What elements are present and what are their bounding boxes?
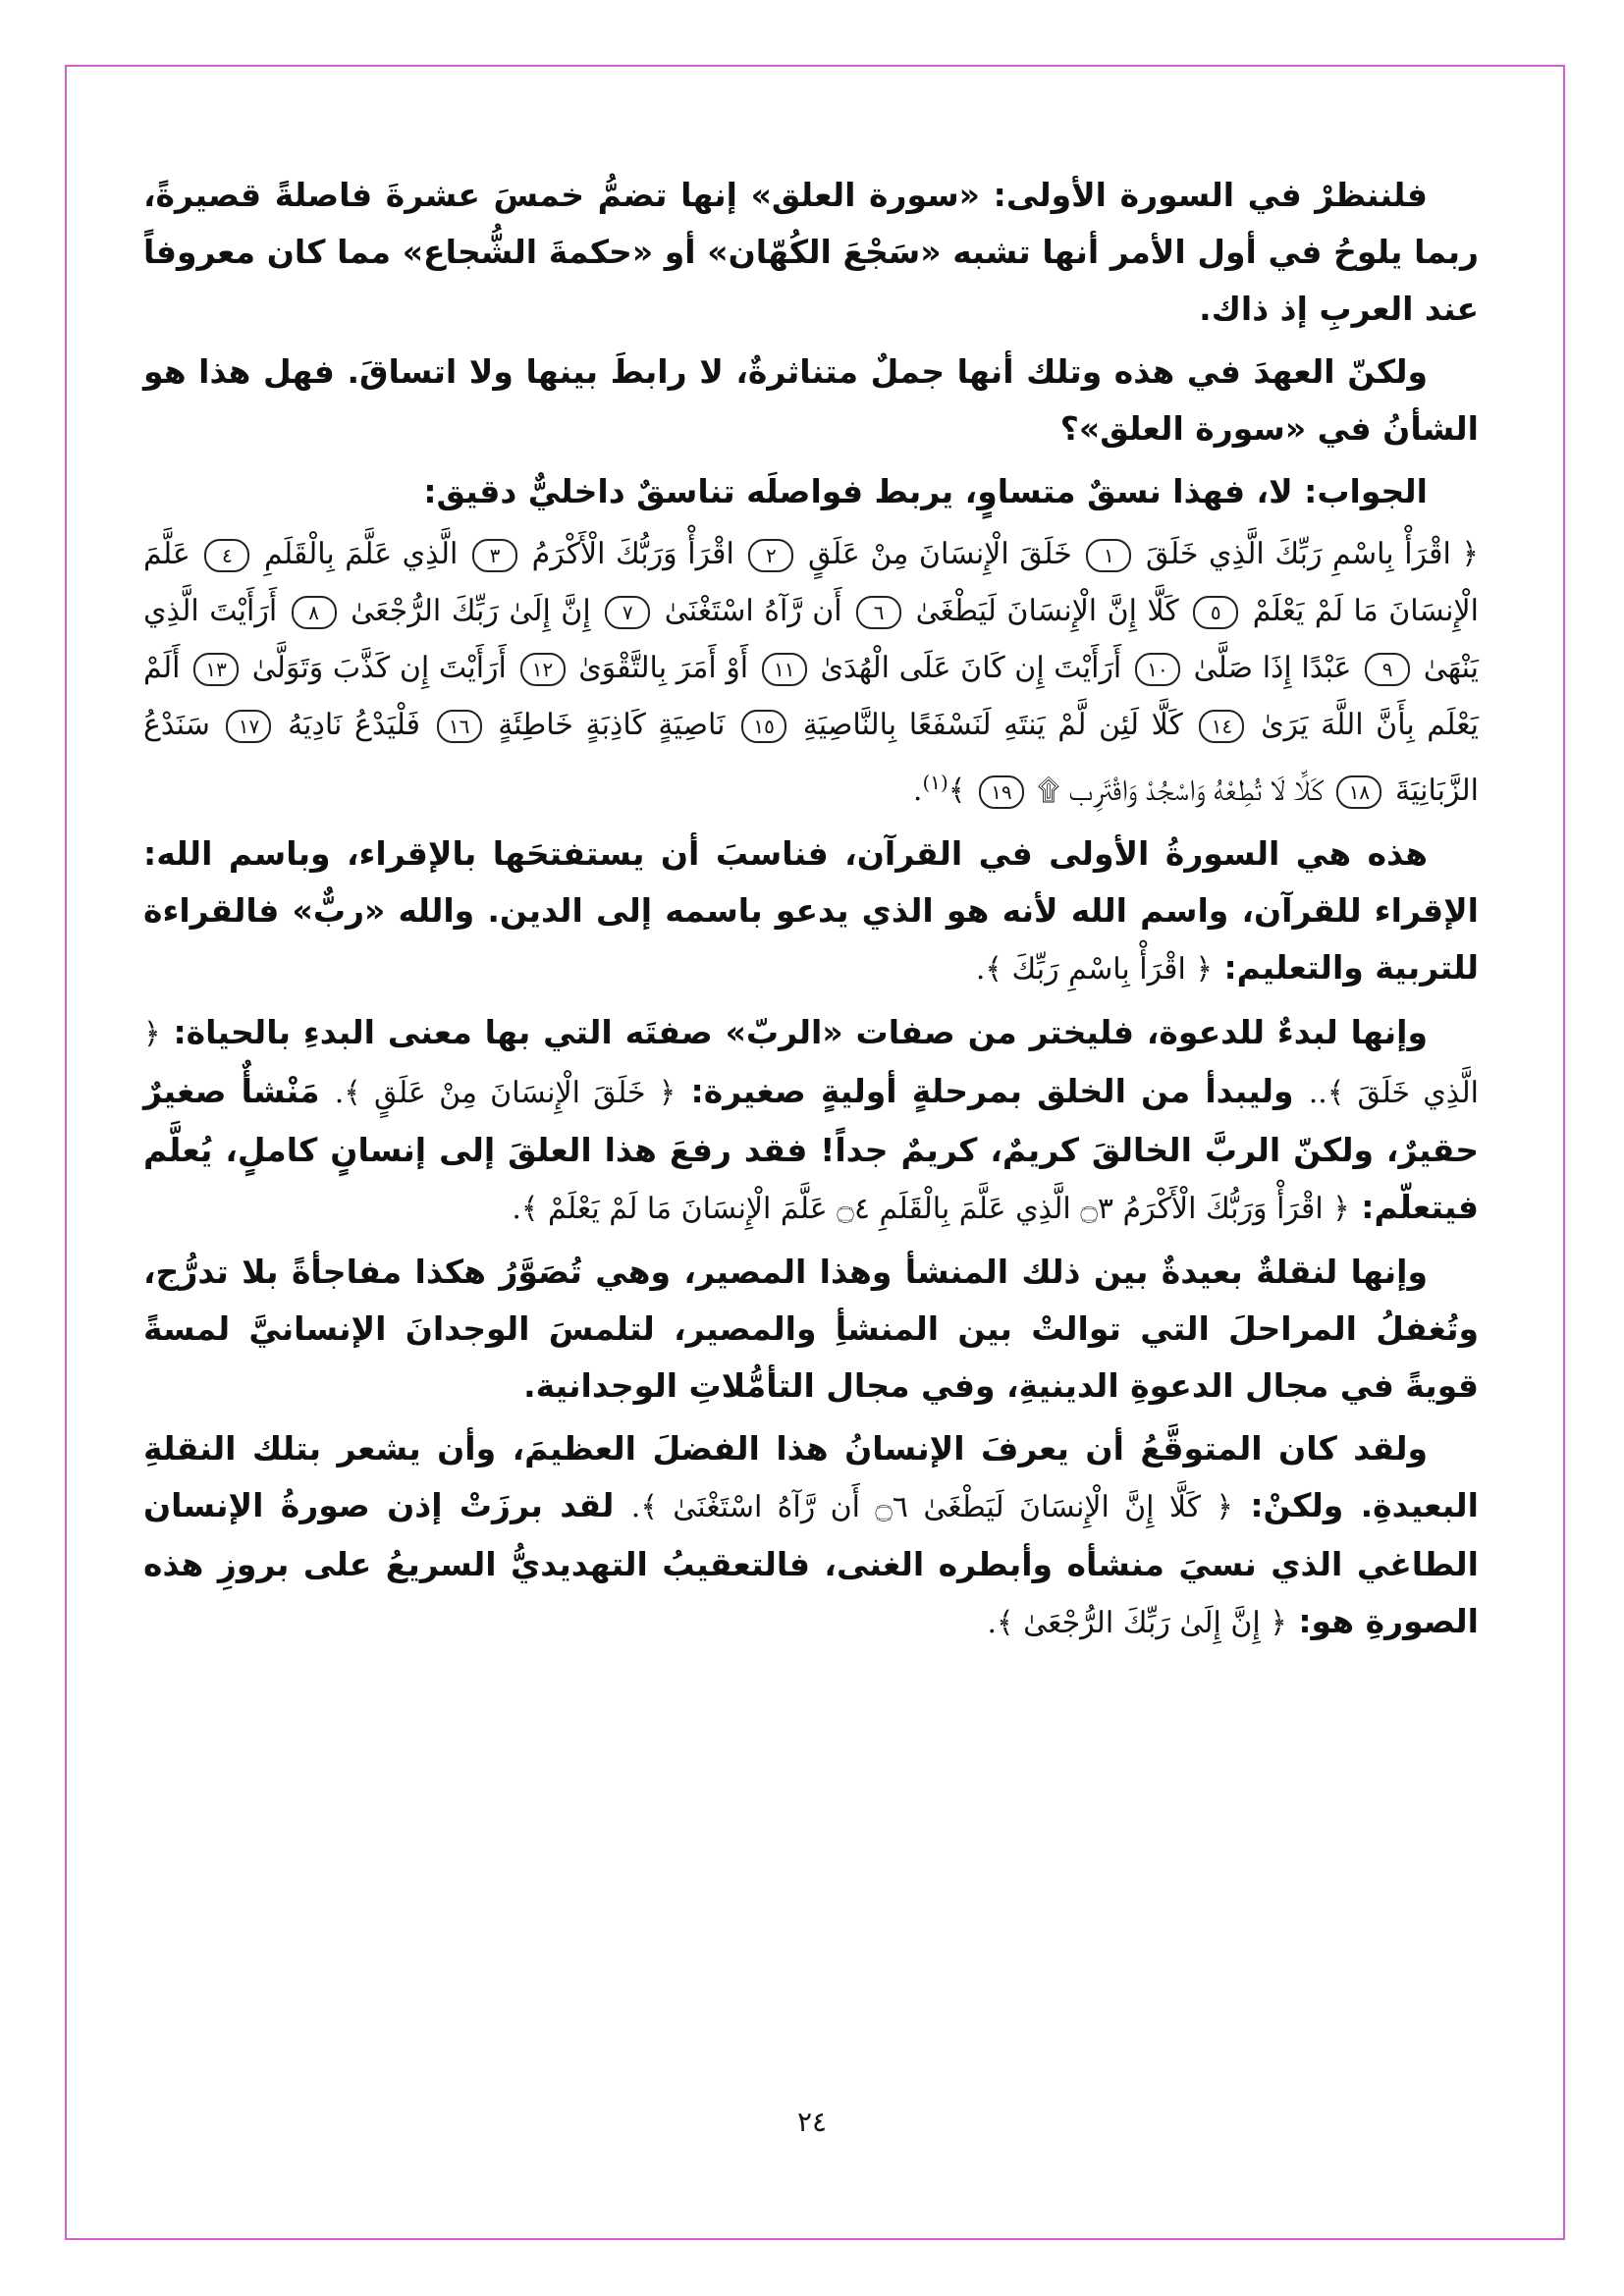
quote-alladhi-khalaq: ﴿ الَّذِي خَلَقَ ﴾.. — [143, 1017, 1479, 1110]
ayah-text: خَلَقَ الْإِنسَانَ مِنْ عَلَقٍ — [807, 537, 1072, 571]
quran-close-bracket: ﴾ — [947, 774, 966, 808]
ayah-number-marker: ٣ — [472, 539, 517, 572]
ayah-text: الَّذِي عَلَّمَ بِالْقَلَمِ — [264, 537, 459, 571]
ayah-number-marker: ٧ — [605, 596, 650, 629]
quran-surah-al-alaq: ﴿ اقْرَأْ بِاسْمِ رَبِّكَ الَّذِي خَلَقَ ١ خَلَقَ الْإِنسَانَ مِنْ عَلَقٍ ٢ اقْرَأْ وَرَبُّكَ الْأَكْرَمُ ٣ الَّذِي عَلَّمَ بِالْقَلَمِ ٤ عَلَّمَ الْإِنسَانَ مَا لَمْ يَعْلَمْ ٥ كَلَّا إِنَّ الْإِنسَانَ لَيَطْغَىٰ ٦ أَن رَّآهُ اسْتَغْنَىٰ ٧ إِنَّ إِلَىٰ رَبِّكَ الرُّجْعَىٰ ٨ أَرَأَيْتَ الَّذِي يَنْهَىٰ ٩ عَبْدًا إِذَا صَلَّىٰ ١٠ أَرَأَيْتَ إِن كَانَ عَلَى الْهُدَىٰ ١١ أَوْ أَمَرَ بِالتَّقْوَىٰ ١٢ أَرَأَيْتَ إِن كَذَّبَ وَتَوَلَّىٰ ١٣ أَلَمْ يَعْلَم بِأَنَّ اللَّهَ يَرَىٰ ١٤ كَلَّا لَئِن لَّمْ يَنتَهِ لَنَسْفَعًا بِالنَّاصِيَةِ ١٥ نَاصِيَةٍ كَاذِبَةٍ خَاطِئَةٍ ١٦ فَلْيَدْعُ نَادِيَهُ ١٧ سَنَدْعُ الزَّبَانِيَةَ ١٨ كَلَّا لَا تُطِعْهُ وَاسْجُدْ وَاقْتَرِب ۩ ١٩ ﴾$^{(١)}$. — [143, 537, 1480, 808]
ayah-number-marker: ١٧ — [226, 710, 271, 743]
paragraph-5-text: هذه هي السورةُ الأولى في القرآن، فناسبَ أن يستفتحَها بالإقراء، وباسم الله: الإقراء للقرآن، واسم الله لأنه هو الذي يدعو باسمه إلى الدين. والله «ربٌّ» فالقراءة للتربية والتعليم: — [143, 834, 1479, 987]
quote-khalaqa-al-insan: ﴿ خَلَقَ الْإِنسَانَ مِنْ عَلَقٍ ﴾. — [334, 1076, 677, 1110]
quote-iqra-bismi-rabbik: ﴿ اقْرَأْ بِاسْمِ رَبِّكَ ﴾. — [975, 952, 1213, 987]
paragraph-1: فلننظرْ في السورة الأولى: «سورة العلق» إنها تضمُّ خمسَ عشرةَ فاصلةً قصيرةً، ربما يلوحُ في أول الأمر أنها تشبه «سَجْعَ الكُهّان» أو «حكمةَ الشُّجاع» مما كان معروفاً عند العربِ إذ ذاك. — [143, 176, 1479, 328]
ayah-text: اقْرَأْ وَرَبُّكَ الْأَكْرَمُ — [531, 537, 734, 571]
ayah-text: اقْرَأْ بِاسْمِ رَبِّكَ الَّذِي خَلَقَ — [1145, 537, 1451, 571]
ayah-text: أَن رَّآهُ اسْتَغْنَىٰ — [664, 594, 842, 628]
paragraph-8 — [143, 1420, 1479, 1652]
ayah-number-marker: ١١ — [762, 653, 807, 686]
ayah-number-marker: ١٤ — [1199, 710, 1244, 743]
ayah-text: كَلَّا لَئِن لَّمْ يَنتَهِ لَنَسْفَعًا بِالنَّاصِيَةِ — [802, 708, 1183, 742]
ayah-text: إِنَّ إِلَىٰ رَبِّكَ الرُّجْعَىٰ — [351, 594, 591, 628]
paragraph-2: ولكنّ العهدَ في هذه وتلك أنها جملٌ متناثرةٌ، لا رابطَ بينها ولا اتساقَ. فهل هذا هو الشأنُ في «سورة العلق»؟ — [143, 352, 1479, 448]
paragraph-7: وإنها لنقلةٌ بعيدةٌ بين ذلك المنشأ وهذا المصير، وهي تُصَوَّرُ هكذا مفاجأةً بلا تدرُّج، وتُغفلُ المراحلَ التي توالتْ بين المنشأِ والمصير، لتلمسَ الوجدانَ الإنسانيَّ لمسةً قويةً في مجال الدعوةِ الدينيةِ، وفي مجال التأمُّلاتِ الوجدانية. — [143, 1253, 1479, 1405]
footnote-marker: (١) — [922, 771, 948, 794]
paragraph-6-text-c: مَنْشأٌ صغيرٌ حقيرٌ، ولكنّ الربَّ الخالقَ كريمٌ، كريمٌ جداً! فقد رفعَ هذا العلقَ إلى إنسانٍ كاملٍ، يُعلَّم فيتعلّم: — [143, 1072, 1479, 1226]
ayah-number-marker: ١٦ — [437, 710, 482, 743]
ayah-text: أَرَأَيْتَ إِن كَانَ عَلَى الْهُدَىٰ — [820, 651, 1122, 685]
ayah-number-marker: ٢ — [748, 539, 793, 572]
ayah-text: عَبْدًا إِذَا صَلَّىٰ — [1193, 651, 1352, 685]
paragraph-6-text-b: وليبدأ من الخلق بمرحلةٍ أوليةٍ صغيرة: — [690, 1072, 1294, 1110]
page-body — [143, 167, 1479, 1658]
ayah-number-marker: ١٢ — [520, 653, 566, 686]
ayah-number-marker: ٩ — [1365, 653, 1410, 686]
quote-inna-ila-rabbika: ﴿ إِنَّ إِلَىٰ رَبِّكَ الرُّجْعَىٰ ﴾. — [987, 1606, 1287, 1640]
ayah-number-marker: ١٣ — [193, 653, 239, 686]
ayah-text: أَرَأَيْتَ إِن كَذَّبَ وَتَوَلَّىٰ — [251, 651, 507, 685]
ayah-number-marker: ٤ — [204, 539, 249, 572]
ayah-text: كَلَّا لَا تُطِعْهُ وَاسْجُدْ وَاقْتَرِب ۩ — [1037, 774, 1324, 808]
paragraph-8-text-b: لقد برزَتْ إذن صورةُ الإنسان الطاغي الذي نسيَ منشأه وأبطره الغنى، فالتعقيبُ التهديديُّ السريعُ على بروزِ هذه الصورةِ هو: — [143, 1486, 1479, 1640]
paragraph-6 — [143, 1004, 1479, 1238]
quote-iqra-wa-rabbuka: ﴿ اقْرَأْ وَرَبُّكَ الْأَكْرَمُ ۝٣ الَّذِي عَلَّمَ بِالْقَلَمِ ۝٤ عَلَّمَ الْإِنسَانَ مَا لَمْ يَعْلَمْ ﴾. — [512, 1192, 1350, 1226]
quote-kalla-inna-al-insan: ﴿ كَلَّا إِنَّ الْإِنسَانَ لَيَطْغَىٰ ۝٦ أَن رَّآهُ اسْتَغْنَىٰ ﴾. — [630, 1490, 1233, 1524]
ayah-number-marker: ٥ — [1193, 596, 1238, 629]
paragraph-3: الجواب: لا، فهذا نسقٌ متساوٍ، يربط فواصلَه تناسقٌ داخليٌّ دقيق: — [423, 472, 1428, 510]
ayah-number-marker: ١٠ — [1135, 653, 1180, 686]
ayah-text: سَنَدْعُ الزَّبَانِيَةَ — [143, 708, 1479, 808]
ayah-text: نَاصِيَةٍ كَاذِبَةٍ خَاطِئَةٍ — [498, 708, 726, 742]
quran-open-bracket: ﴿ — [1461, 537, 1479, 571]
paragraph-8-text-a: ولقد كان المتوقَّعُ أن يعرفَ الإنسانُ هذا الفضلَ العظيمَ، وأن يشعر بتلك النقلةِ البعيدةِ. ولكنْ: — [143, 1429, 1479, 1524]
page-number: ٢٤ — [796, 2106, 828, 2138]
ayah-text: أَلَمْ يَعْلَم بِأَنَّ اللَّهَ يَرَىٰ — [143, 651, 1480, 742]
ayah-text: أَرَأَيْتَ الَّذِي يَنْهَىٰ — [143, 594, 1480, 685]
ayah-text: كَلَّا إِنَّ الْإِنسَانَ لَيَطْغَىٰ — [915, 594, 1179, 628]
ayah-number-marker: ٨ — [292, 596, 337, 629]
ayah-text: أَوْ أَمَرَ بِالتَّقْوَىٰ — [578, 651, 749, 685]
ayat-list — [143, 537, 1479, 808]
paragraph-5 — [143, 826, 1479, 998]
ayah-number-marker: ١٨ — [1336, 775, 1381, 809]
ayah-text: عَلَّمَ الْإِنسَانَ مَا لَمْ يَعْلَمْ — [143, 537, 1479, 628]
ayah-number-marker: ١٩ — [979, 775, 1024, 809]
ayah-text: فَلْيَدْعُ نَادِيَهُ — [288, 708, 420, 742]
ayah-number-marker: ١٥ — [741, 710, 786, 743]
ayah-number-marker: ١ — [1086, 539, 1131, 572]
ayah-number-marker: ٦ — [856, 596, 901, 629]
paragraph-6-text-a: وإنها لبدءٌ للدعوة، فليختر من صفات «الربّ» صفتَه التي بها معنى البدءِ بالحياة: — [173, 1013, 1429, 1051]
